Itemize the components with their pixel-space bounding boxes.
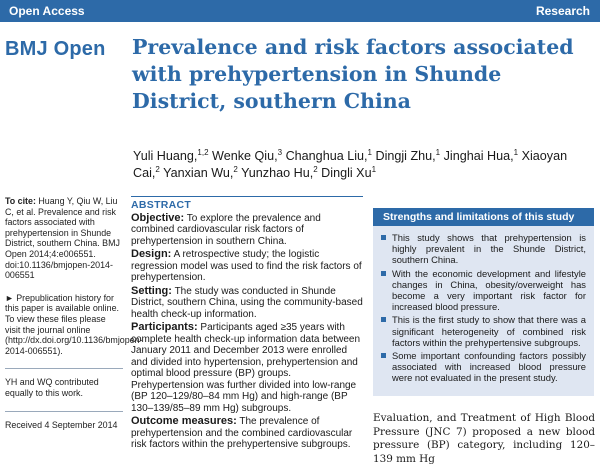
article-title: Prevalence and risk factors associated with prehypertension in Shunde District, southern China — [132, 35, 574, 113]
cite-text: Huang Y, Qiu W, Liu C, et al. Prevalence and risk factors associated with prehypertension in Shunde District, southern China. BMJ Open 2014;4:e006551. doi:10.1136/bmjopen-2014-006551 — [5, 196, 120, 281]
strengths-limitations-box — [373, 208, 594, 396]
received-date: Received 4 September 2014 — [5, 419, 118, 430]
abstract-heading: ABSTRACT — [131, 196, 363, 212]
sidebar-divider — [5, 368, 123, 369]
square-bullet-icon — [381, 353, 386, 358]
journal-logo[interactable]: BMJ Open — [5, 38, 106, 60]
citation-sidebar — [5, 196, 143, 442]
body-paragraph: Evaluation, and Treatment of High Blood Pressure (JNC 7) proposed a new blood pressure (BP) category, including 120–139 mm Hg — [373, 412, 595, 465]
sidebar-divider — [5, 411, 123, 412]
abstract-outcome-measures: Outcome measures: The prevalence of prehypertension and the combined cardiovascular risk factors within the prehypertensive subgroups. — [131, 415, 353, 450]
list-item: With the economic development and lifestyle changes in China, obesity/overweight has become a very important risk factor for increased blood pressure. — [379, 268, 586, 313]
square-bullet-icon — [381, 271, 386, 276]
strengths-heading: Strengths and limitations of this study — [373, 208, 594, 226]
prepublication-note[interactable]: ► Prepublication history for this paper is available online. To view these files please visit the journal online (http://dx.doi.org/10.1136/bmjopen-2014-006551). — [5, 292, 143, 356]
article-type-label: Research — [535, 4, 590, 18]
abstract-design: Design: A retrospective study; the logistic regression model was used to find the risk factors of prehypertension. — [131, 248, 362, 283]
list-item: Some important confounding factors possibly associated with increased blood pressure were not evaluated in the present study. — [379, 350, 586, 384]
abstract-participants: Participants: Participants aged ≥35 years with complete health check-up information data between January 2011 and December 2013 were enrolled and divided into hypertension, prehypertension and optimal blood pressure (BP) groups. Prehypertension was further divided into low-range (BP 120–129/80–84 mm Hg) and high-range (BP 130–139/85–89 mm Hg) subgroups. — [131, 321, 361, 414]
strengths-list — [373, 226, 594, 384]
citation-block — [5, 196, 123, 281]
abstract-setting: Setting: The study was conducted in Shunde District, southern China, using the community-based health check-up information. — [131, 284, 363, 320]
list-item: This is the first study to show that there was a significant heterogeneity of combined risk factors within the prehypertensive subgroups. — [379, 314, 586, 348]
square-bullet-icon — [381, 235, 386, 240]
author-list: Yuli Huang,$^{1,2}$ Wenke Qiu,$^3$ Changhua Liu,$^1$ Dingji Zhu,$^1$ Jinghai Hua,$^1$ Xiaoyan Cai,$^2$ Yanxian Wu,$^2$ Yunzhao Hu,$^2$ Dingli Xu$^1$ — [133, 147, 568, 180]
abstract-objective: Objective: To explore the prevalence and combined cardiovascular risk factors of prehypertension in southern China. — [131, 211, 321, 247]
top-banner — [0, 0, 600, 22]
cite-label: To cite: — [5, 196, 36, 206]
list-item: This study shows that prehypertension is highly prevalent in the Shunde District, southern China. — [379, 232, 586, 266]
square-bullet-icon — [381, 317, 386, 322]
open-access-label: Open Access — [9, 4, 85, 18]
abstract-section — [131, 196, 363, 453]
contribution-note: YH and WQ contributed equally to this work. — [5, 377, 99, 398]
